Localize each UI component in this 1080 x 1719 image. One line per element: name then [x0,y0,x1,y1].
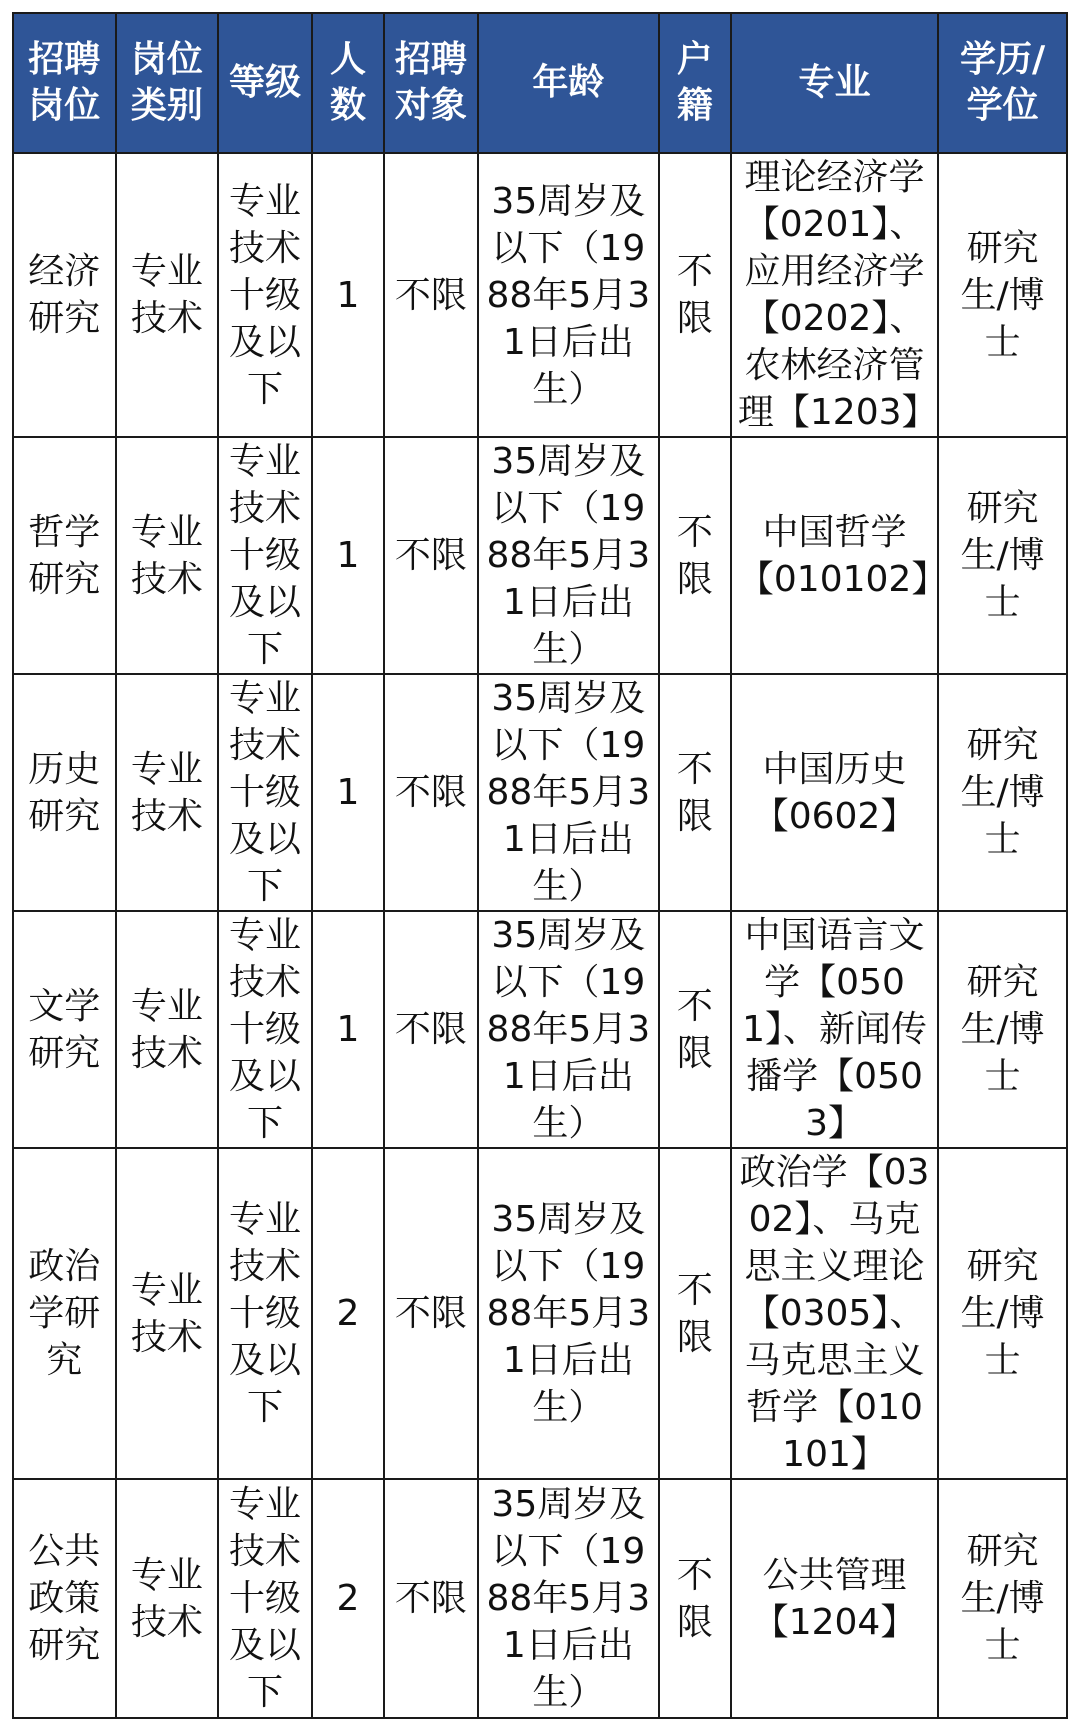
cell-level: 专业技术十级及以下 [218,1479,312,1718]
header-row [13,13,1067,153]
cell-category: 专业技术 [116,153,219,437]
cell-count: 1 [312,153,384,437]
header-age: 年龄 [478,13,659,153]
cell-hukou: 不限 [659,1479,731,1718]
cell-position: 哲学研究 [13,437,116,674]
cell-degree: 研究生/博士 [938,1479,1067,1718]
cell-age: 35周岁及以下（1988年5月31日后出生） [478,911,659,1148]
header-hukou: 户籍 [659,13,731,153]
header-target: 招聘对象 [384,13,478,153]
cell-major: 中国语言文学【0501】、新闻传播学【0503】 [731,911,938,1148]
cell-hukou: 不限 [659,1148,731,1479]
cell-hukou: 不限 [659,674,731,911]
cell-age: 35周岁及以下（1988年5月31日后出生） [478,674,659,911]
cell-major: 理论经济学【0201】、应用经济学【0202】、农林经济管理【1203】 [731,153,938,437]
cell-level: 专业技术十级及以下 [218,911,312,1148]
cell-category: 专业技术 [116,437,219,674]
table-row [13,437,1067,674]
cell-target: 不限 [384,1148,478,1479]
cell-position: 公共政策研究 [13,1479,116,1718]
cell-major: 公共管理【1204】 [731,1479,938,1718]
cell-category: 专业技术 [116,674,219,911]
cell-age: 35周岁及以下（1988年5月31日后出生） [478,1479,659,1718]
cell-count: 1 [312,674,384,911]
cell-age: 35周岁及以下（1988年5月31日后出生） [478,1148,659,1479]
cell-position: 历史研究 [13,674,116,911]
cell-level: 专业技术十级及以下 [218,153,312,437]
cell-degree: 研究生/博士 [938,437,1067,674]
cell-major: 中国哲学【010102】 [731,437,938,674]
cell-level: 专业技术十级及以下 [218,437,312,674]
cell-target: 不限 [384,911,478,1148]
cell-level: 专业技术十级及以下 [218,1148,312,1479]
cell-hukou: 不限 [659,911,731,1148]
header-level: 等级 [218,13,312,153]
cell-hukou: 不限 [659,153,731,437]
cell-hukou: 不限 [659,437,731,674]
cell-degree: 研究生/博士 [938,911,1067,1148]
cell-target: 不限 [384,153,478,437]
cell-count: 1 [312,437,384,674]
cell-level: 专业技术十级及以下 [218,674,312,911]
table-row [13,153,1067,437]
cell-category: 专业技术 [116,911,219,1148]
cell-position: 政治学研究 [13,1148,116,1479]
header-major: 专业 [731,13,938,153]
cell-position: 文学研究 [13,911,116,1148]
cell-count: 2 [312,1148,384,1479]
cell-count: 1 [312,911,384,1148]
cell-category: 专业技术 [116,1479,219,1718]
table-row [13,1479,1067,1718]
table-row [13,911,1067,1148]
cell-degree: 研究生/博士 [938,153,1067,437]
recruitment-table [12,12,1068,1719]
cell-major: 政治学【0302】、马克思主义理论【0305】、马克思主义哲学【010101】 [731,1148,938,1479]
cell-degree: 研究生/博士 [938,674,1067,911]
cell-age: 35周岁及以下（1988年5月31日后出生） [478,437,659,674]
cell-category: 专业技术 [116,1148,219,1479]
table-row [13,1148,1067,1479]
cell-target: 不限 [384,674,478,911]
cell-target: 不限 [384,1479,478,1718]
header-degree: 学历/学位 [938,13,1067,153]
table-row [13,674,1067,911]
cell-target: 不限 [384,437,478,674]
cell-major: 中国历史【0602】 [731,674,938,911]
header-position: 招聘岗位 [13,13,116,153]
cell-count: 2 [312,1479,384,1718]
cell-degree: 研究生/博士 [938,1148,1067,1479]
header-category: 岗位类别 [116,13,219,153]
header-count: 人数 [312,13,384,153]
cell-position: 经济研究 [13,153,116,437]
cell-age: 35周岁及以下（1988年5月31日后出生） [478,153,659,437]
